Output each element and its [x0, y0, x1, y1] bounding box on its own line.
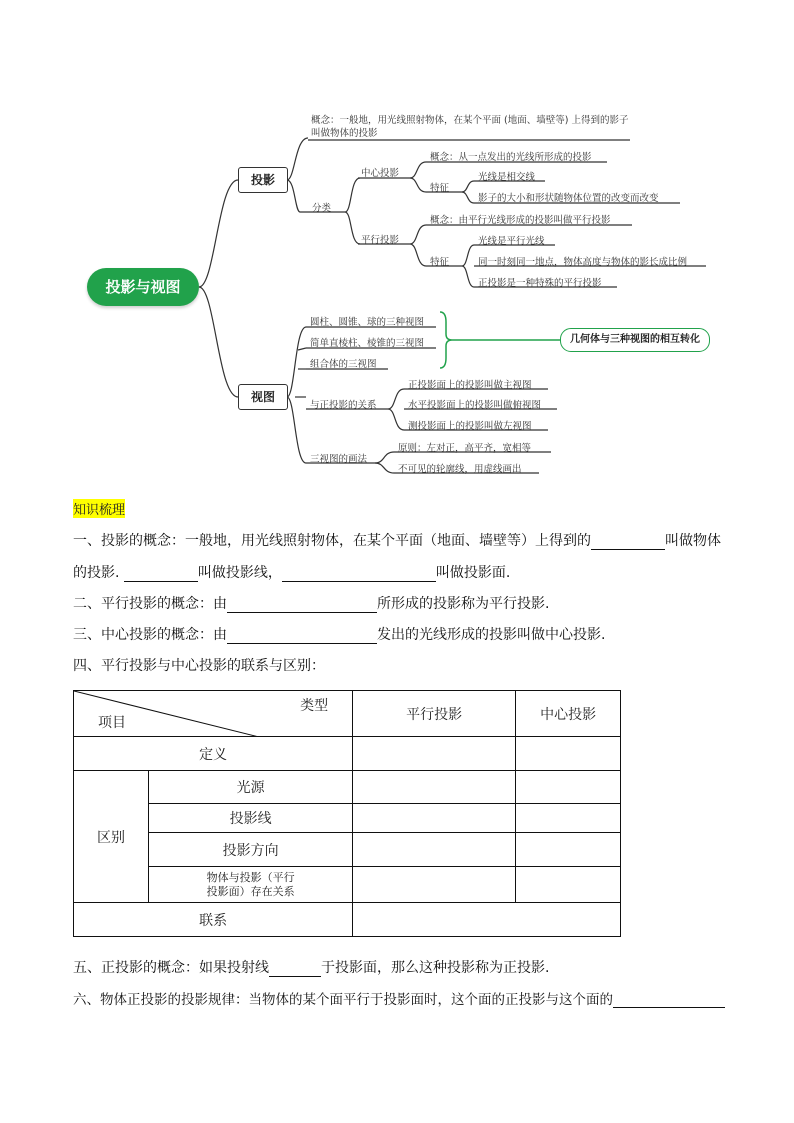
- mindmap-connectors: [0, 0, 794, 500]
- branch-view: 视图: [238, 384, 288, 410]
- paragraph-2: 二、平行投影的概念：由 所形成的投影称为平行投影.: [73, 596, 550, 612]
- header-type: 类型: [300, 698, 329, 714]
- mindmap-root: 投影与视图: [87, 268, 199, 306]
- central-feature-label: 特征: [430, 183, 450, 194]
- parallel-feature-1: 光线是平行光线: [478, 236, 545, 247]
- drawing-label: 三视图的画法: [310, 454, 368, 465]
- blank-6[interactable]: [269, 962, 321, 977]
- diagonal-header: [74, 691, 353, 737]
- parallel-projection-label: 平行投影: [361, 235, 400, 246]
- parallel-feature-2: 同一时刻同一地点，物体高度与物体的影长成比例: [478, 257, 688, 268]
- relation-label: 与正投影的关系: [310, 400, 377, 411]
- row-difference: 区别: [74, 771, 149, 903]
- row-connection: 联系: [74, 903, 353, 937]
- relation-item-1: 正投影面上的投影叫做主视图: [408, 380, 532, 391]
- branch-projection: 投影: [238, 167, 288, 193]
- row-relation-line-1: 物体与投影（平行: [206, 870, 295, 884]
- section-title: 知识梳理: [73, 499, 125, 518]
- blank-7[interactable]: [613, 993, 725, 1008]
- cell-dir-parallel[interactable]: [353, 833, 516, 867]
- central-projection-label: 中心投影: [361, 168, 400, 179]
- blank-5[interactable]: [227, 629, 377, 644]
- central-feature-1: 光线是相交线: [478, 172, 536, 183]
- row-proj-line: 投影线: [149, 804, 353, 833]
- paragraph-1-line-2: 的投影. 叫做投影线， 叫做投影面.: [73, 565, 511, 581]
- cell-dir-central[interactable]: [516, 833, 621, 867]
- drawing-item-2: 不可见的轮廓线，用虚线画出: [398, 464, 522, 475]
- cell-definition-parallel[interactable]: [353, 737, 516, 771]
- central-feature-2: 影子的大小和形状随物体位置的改变而改变: [478, 193, 659, 204]
- row-proj-dir: 投影方向: [149, 833, 353, 867]
- parallel-feature-label: 特征: [430, 257, 450, 268]
- cell-light-central[interactable]: [516, 771, 621, 804]
- blank-1[interactable]: [591, 535, 665, 550]
- row-light-source: 光源: [149, 771, 353, 804]
- comparison-table: [73, 690, 621, 937]
- paragraph-4: 四、平行投影与中心投影的联系与区别：: [73, 658, 325, 674]
- blank-3[interactable]: [282, 567, 436, 582]
- paragraph-6: 六、物体正投影的投影规律：当物体的某个面平行于投影面时，这个面的正投影与这个面的: [73, 988, 725, 1008]
- central-concept: 概念：从一点发出的光线所形成的投影: [430, 152, 592, 163]
- cell-line-central[interactable]: [516, 804, 621, 833]
- category-label: 分类: [312, 203, 332, 214]
- paragraph-3: 三、中心投影的概念：由 发出的光线形成的投影叫做中心投影.: [73, 627, 606, 643]
- parallel-feature-3: 正投影是一种特殊的平行投影: [478, 278, 602, 289]
- cell-light-parallel[interactable]: [353, 771, 516, 804]
- projection-concept: 概念：一般地，用光线照射物体，在某个平面 (地面、墙壁等) 上得到的影子叫做物体的投影: [311, 115, 629, 139]
- cell-relation-parallel[interactable]: [353, 867, 516, 903]
- view-item-3: 组合体的三视图: [310, 359, 377, 370]
- header-central: 中心投影: [516, 691, 621, 737]
- relation-item-3: 测投影面上的投影叫做左视图: [408, 421, 532, 432]
- drawing-item-1: 原则：左对正，高平齐，宽相等: [398, 443, 532, 454]
- paragraph-1-line-1: 一、投影的概念：一般地，用光线照射物体，在某个平面（地面、墙壁等）上得到的 叫做物体: [73, 533, 721, 549]
- row-definition: 定义: [74, 737, 353, 771]
- conversion-callout: 几何体与三种视图的相互转化: [560, 328, 710, 352]
- view-item-1: 圆柱、圆锥、球的三种视图: [310, 317, 425, 328]
- cell-connection[interactable]: [353, 903, 621, 937]
- header-parallel: 平行投影: [353, 691, 516, 737]
- parallel-concept: 概念：由平行光线形成的投影叫做平行投影: [430, 215, 611, 226]
- relation-item-2: 水平投影面上的投影叫做俯视图: [408, 400, 542, 411]
- row-relation-line-2: 投影面）存在关系: [206, 884, 295, 898]
- header-item: 项目: [98, 715, 126, 731]
- blank-2[interactable]: [124, 567, 198, 582]
- blank-4[interactable]: [227, 598, 377, 613]
- cell-relation-central[interactable]: [516, 867, 621, 903]
- view-item-2: 简单直棱柱、棱锥的三视图: [310, 338, 425, 349]
- cell-line-parallel[interactable]: [353, 804, 516, 833]
- row-relation: [149, 867, 353, 903]
- cell-definition-central[interactable]: [516, 737, 621, 771]
- paragraph-5: 五、正投影的概念：如果投射线 于投影面，那么这种投影称为正投影.: [73, 960, 550, 976]
